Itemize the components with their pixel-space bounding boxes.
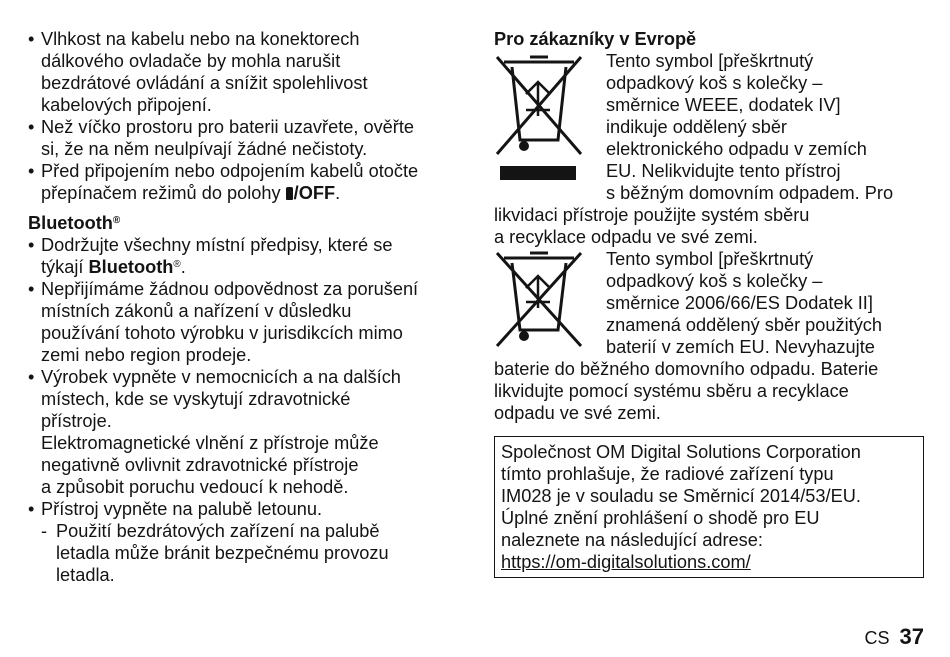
- text-line: si, že na něm neulpívají žádné nečistoty.: [41, 139, 368, 159]
- text-line: bezdrátové ovládání a snížit spolehlivost: [41, 73, 368, 93]
- bullet-aircraft: [28, 498, 468, 520]
- text-line: letadla může bránit bezpečnému provozu: [56, 543, 389, 563]
- text-line: baterie do běžného domovního odpadu. Baterie: [494, 359, 879, 379]
- bullet-moisture: [28, 28, 468, 116]
- text-line: a recyklace odpadu ve své zemi.: [494, 227, 758, 247]
- text-line: zemi nebo region prodeje.: [41, 345, 252, 365]
- text-line: přístroje.: [41, 411, 112, 431]
- text-line: dálkového ovladače by mohla narušit: [41, 51, 341, 71]
- text-fragment: týkají: [41, 257, 89, 277]
- text-line: směrnice WEEE, dodatek IV]: [606, 95, 841, 115]
- registered-mark: ®: [173, 259, 181, 270]
- text-line: negativně ovlivnit zdravotnické přístroje: [41, 455, 359, 475]
- text-line: a způsobit poruchu vedoucí k nehodě.: [41, 477, 349, 497]
- bullet-local-rules: [28, 234, 468, 278]
- text-line: místních zákonů a nařízení v důsledku: [41, 301, 352, 321]
- text-line: • Přístroj vypněte na palubě letounu.: [41, 499, 323, 519]
- declaration-link[interactable]: https://om-digitalsolutions.com/: [501, 552, 751, 572]
- bin-wheel: [519, 331, 529, 341]
- text-line: odpadkový koš s kolečky –: [606, 73, 823, 93]
- right-column: [494, 28, 926, 578]
- text-line: odpadkový koš s kolečky –: [606, 271, 823, 291]
- text-line: naleznete na následující adrese:: [501, 530, 763, 550]
- text-line: • Před připojením nebo odpojením kabelů otočte: [41, 161, 419, 181]
- text-line: znamená oddělený sběr použitých: [606, 315, 883, 335]
- weee-text: [606, 50, 926, 204]
- text-line: Společnost OM Digital Solutions Corporation: [501, 442, 861, 462]
- bluetooth-bold: Bluetooth: [88, 257, 174, 277]
- text-line: používání tohoto výrobku v jurisdikcích mimo: [41, 323, 403, 343]
- page-footer: [865, 626, 925, 649]
- text-line: likvidaci přístroje použijte systém sběru: [494, 205, 810, 225]
- text-line: Tento symbol [přeškrtnutý: [606, 249, 814, 269]
- text-line: - Použití bezdrátových zařízení na palubě: [56, 521, 380, 541]
- registered-mark: ®: [112, 215, 121, 226]
- text-fragment: .: [180, 257, 186, 277]
- bullet-cable: [28, 160, 468, 204]
- text-line: [41, 182, 468, 204]
- text-line: IM028 je v souladu se Směrnicí 2014/53/EU.: [501, 486, 861, 506]
- text-line: Úplné znění prohlášení o shodě pro EU: [501, 508, 820, 528]
- text-line: • Vlhkost na kabelu nebo na konektorech: [41, 29, 360, 49]
- text-line: tímto prohlašuje, že radiové zařízení typu: [501, 464, 834, 484]
- bin-wheel: [519, 141, 529, 151]
- crossed-wheelie-bin-icon: [494, 54, 584, 182]
- europe-heading: Pro zákazníky v Evropě: [494, 29, 697, 49]
- crossed-wheelie-bin-icon: [494, 250, 584, 350]
- text-line: směrnice 2006/66/ES Dodatek II]: [606, 293, 873, 313]
- text-fragment: .: [335, 183, 341, 203]
- off-label: /OFF: [293, 183, 336, 203]
- text-line: likvidujte pomocí systému sběru a recyklace: [494, 381, 849, 401]
- battery-block: [494, 248, 926, 358]
- text-line: Elektromagnetické vlnění z přístroje může: [41, 433, 379, 453]
- text-line: • Než víčko prostoru pro baterii uzavřete, ověřte: [41, 117, 415, 137]
- text-fragment: přepínačem režimů do polohy: [41, 183, 286, 203]
- bullet-liability: [28, 278, 468, 366]
- text-line: baterií v zemích EU. Nevyhazujte: [606, 337, 875, 357]
- text-line: • Výrobek vypněte v nemocnicích a na dalších: [41, 367, 401, 387]
- text-line: odpadu ve své zemi.: [494, 403, 661, 423]
- bullet-battery-cover: [28, 116, 468, 160]
- text-line: Tento symbol [přeškrtnutý: [606, 51, 814, 71]
- left-column: [28, 28, 468, 586]
- bin-bar: [500, 166, 576, 180]
- battery-text: [606, 248, 926, 358]
- text-line: elektronického odpadu v zemích: [606, 139, 867, 159]
- lock-icon: [286, 187, 293, 200]
- weee-block: [494, 50, 926, 204]
- text-line: • Nepřijímáme žádnou odpovědnost za porušení: [41, 279, 419, 299]
- sub-bullet-aircraft: [28, 520, 468, 586]
- text-line: • Dodržujte všechny místní předpisy, které se: [41, 235, 393, 255]
- text-line: místech, kde se vyskytují zdravotnické: [41, 389, 351, 409]
- declaration-box: [494, 436, 924, 578]
- language-code: CS: [864, 628, 890, 648]
- heading-text: Bluetooth: [28, 213, 113, 233]
- text-line: kabelových připojení.: [41, 95, 212, 115]
- page-number: 37: [899, 624, 924, 649]
- text-line: letadla.: [56, 565, 115, 585]
- text-line: indikuje oddělený sběr: [606, 117, 787, 137]
- text-line: [41, 256, 468, 278]
- bluetooth-heading: [28, 212, 468, 234]
- bullet-hospitals: [28, 366, 468, 498]
- text-line: s běžným domovním odpadem. Pro: [606, 183, 894, 203]
- text-line: EU. Nelikvidujte tento přístroj: [606, 161, 841, 181]
